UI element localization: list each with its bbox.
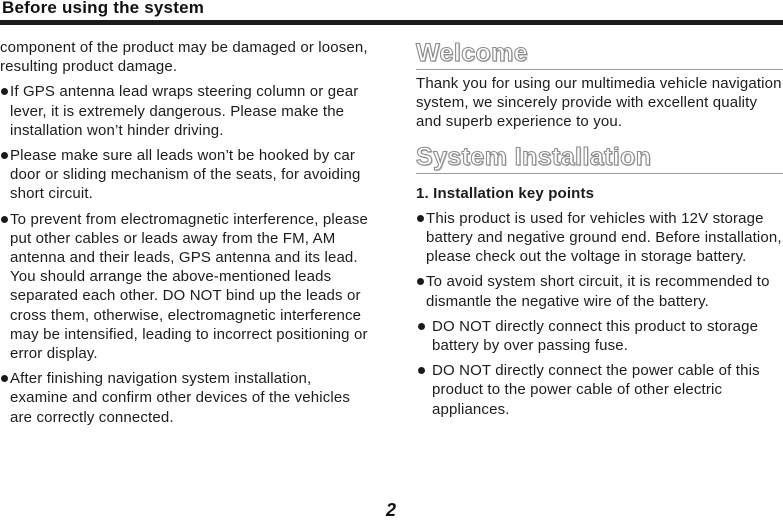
list-item-text: After finishing navigation system installation, examine and confirm other devices of the vehicles are correctly connected. [10, 370, 351, 426]
list-item-text: DO NOT directly connect this product to storage battery by over passing fuse. [432, 317, 759, 355]
left-column [0, 38, 372, 427]
list-item [416, 209, 783, 267]
bullet-icon [0, 369, 10, 427]
list-item-text: Please make sure all leads won’t be hooked by car door or sliding mechanism of the seats, for avoiding short circuit. [10, 147, 361, 203]
list-item [416, 272, 783, 310]
list-item-text: To avoid system short circuit, it is recommended to dismantle the negative wire of the battery. [426, 273, 770, 310]
welcome-paragraph: Thank you for using our multimedia vehicle navigation system, we sincerely provide with excellent quality and superb experience to you. [416, 75, 782, 131]
list-item-text: If GPS antenna lead wraps steering column or gear lever, it is extremely dangerous. Please make the installation won’t hinder driving. [10, 83, 359, 139]
right-bullet-list [416, 209, 783, 419]
left-bullet-list [0, 82, 372, 426]
intro-paragraph: component of the product may be damaged or loosen, resulting product damage. [0, 39, 368, 76]
bullet-icon [416, 272, 426, 310]
right-column [416, 38, 783, 419]
installation-heading: System Installation [416, 142, 652, 171]
list-item-text: DO NOT directly connect the power cable of this product to the power cable of other electric appliances. [432, 362, 760, 418]
list-item [0, 82, 372, 140]
welcome-divider [416, 69, 783, 70]
bullet-icon [416, 317, 432, 355]
list-item-text: This product is used for vehicles with 12V storage battery and negative ground end. Before installation, please check out the voltage in storage battery. [426, 209, 782, 266]
list-item [0, 210, 372, 364]
page-number: 2 [386, 500, 397, 520]
list-item-text: To prevent from electromagnetic interference, please put other cables or leads away from the FM, AM antenna and their leads, GPS antenna and its lead. You should arrange the above-mentioned leads separated each other. DO NOT bind up the leads or cross them, otherwise, electromagnetic interference may be intensified, leading to incorrect positioning or error display. [10, 210, 368, 363]
installation-divider [416, 173, 783, 174]
list-item [416, 317, 783, 355]
list-item [416, 361, 783, 419]
bullet-icon [0, 82, 10, 140]
bullet-icon [416, 209, 426, 267]
bullet-icon [0, 210, 10, 364]
bullet-icon [0, 146, 10, 204]
list-item [0, 146, 372, 204]
header-divider [0, 20, 783, 25]
installation-subheading: 1. Installation key points [416, 184, 595, 202]
bullet-icon [416, 361, 432, 419]
page-header-title: Before using the system [2, 0, 205, 17]
list-item [0, 369, 372, 427]
welcome-heading: Welcome [416, 39, 529, 67]
